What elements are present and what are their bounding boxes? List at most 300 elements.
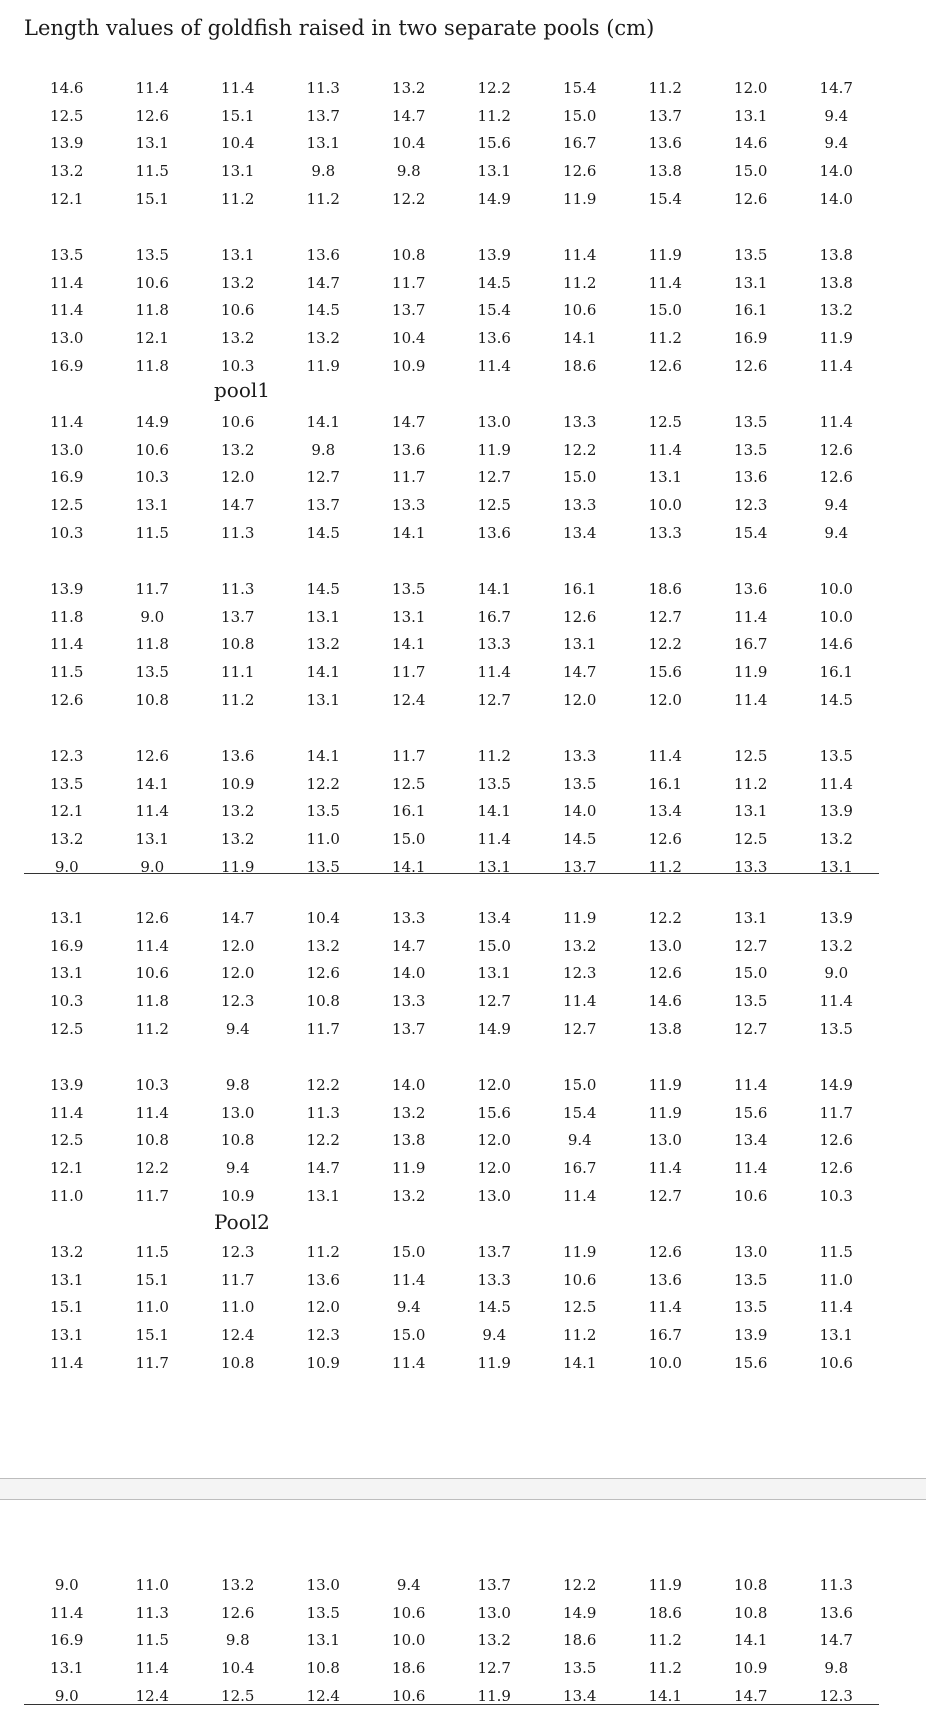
length-value-cell: 12.5 — [563, 1298, 597, 1317]
table-row — [24, 325, 879, 353]
length-value-cell: 9.0 — [54, 1576, 79, 1594]
length-value-cell: 11.2 — [648, 1631, 682, 1650]
length-value-cell: 11.9 — [221, 857, 255, 876]
length-value-cell: 10.8 — [734, 1603, 768, 1622]
length-value-cell: 13.1 — [477, 162, 511, 181]
length-value-cell: 15.6 — [734, 1353, 768, 1372]
length-value-cell: 14.1 — [392, 857, 426, 876]
length-value-cell: 11.9 — [563, 189, 597, 208]
length-value-cell: 14.9 — [819, 1076, 853, 1094]
length-value-cell: 13.2 — [50, 830, 84, 849]
pool1-block-5 — [24, 743, 879, 881]
length-value-cell: 11.3 — [306, 1103, 340, 1122]
length-value-cell: 12.4 — [221, 1326, 255, 1345]
length-value-cell: 13.5 — [50, 246, 84, 264]
length-value-cell: 10.3 — [221, 356, 255, 375]
length-value-cell: 13.6 — [648, 1270, 682, 1289]
length-value-cell: 16.1 — [819, 663, 853, 682]
length-value-cell: 11.4 — [50, 635, 84, 654]
table-row — [24, 687, 879, 715]
length-value-cell: 12.3 — [50, 747, 84, 765]
length-value-cell: 13.0 — [221, 1103, 255, 1122]
length-value-cell: 13.5 — [734, 413, 768, 431]
length-value-cell: 11.4 — [819, 992, 853, 1011]
length-value-cell: 14.7 — [734, 1686, 768, 1705]
length-value-cell: 11.4 — [50, 301, 84, 320]
length-value-cell: 12.3 — [221, 1243, 255, 1261]
length-value-cell: 10.9 — [734, 1659, 768, 1678]
length-value-cell: 15.0 — [648, 301, 682, 320]
length-value-cell: 13.8 — [648, 162, 682, 181]
length-value-cell: 16.7 — [648, 1326, 682, 1345]
length-value-cell: 11.4 — [50, 1603, 84, 1622]
length-value-cell: 13.7 — [648, 106, 682, 125]
length-value-cell: 11.4 — [648, 440, 682, 459]
length-value-cell: 15.0 — [563, 106, 597, 125]
length-value-cell: 14.0 — [563, 802, 597, 821]
length-value-cell: 13.1 — [306, 134, 340, 153]
length-value-cell: 9.8 — [824, 1659, 849, 1678]
length-value-cell: 11.9 — [648, 1576, 682, 1594]
length-value-cell: 15.1 — [135, 1270, 169, 1289]
length-value-cell: 13.6 — [734, 468, 768, 487]
length-value-cell: 13.3 — [563, 747, 597, 765]
length-value-cell: 11.4 — [50, 1353, 84, 1372]
length-value-cell: 10.8 — [221, 635, 255, 654]
length-value-cell: 14.7 — [306, 1159, 340, 1178]
table-row — [24, 1100, 879, 1128]
length-value-cell: 11.4 — [135, 1103, 169, 1122]
length-value-cell: 9.4 — [824, 134, 849, 153]
length-value-cell: 13.5 — [135, 663, 169, 682]
length-value-cell: 11.4 — [50, 273, 84, 292]
length-value-cell: 15.0 — [392, 830, 426, 849]
pool1-block-3 — [24, 409, 879, 547]
length-value-cell: 11.4 — [135, 802, 169, 821]
length-value-cell: 13.5 — [306, 1603, 340, 1622]
length-value-cell: 13.1 — [50, 964, 84, 983]
length-value-cell: 10.3 — [50, 523, 84, 542]
table-row — [24, 1655, 879, 1683]
length-value-cell: 13.3 — [563, 413, 597, 431]
length-value-cell: 14.1 — [306, 747, 340, 765]
length-value-cell: 15.0 — [734, 964, 768, 983]
table-row — [24, 826, 879, 854]
length-value-cell: 14.1 — [392, 523, 426, 542]
length-value-cell: 13.1 — [306, 1186, 340, 1205]
length-value-cell: 16.7 — [563, 1159, 597, 1178]
table-row — [24, 988, 879, 1016]
table-row — [24, 270, 879, 298]
length-value-cell: 13.1 — [306, 1631, 340, 1650]
length-value-cell: 14.7 — [392, 106, 426, 125]
pool2-label: Pool2 — [214, 1210, 270, 1234]
length-value-cell: 11.9 — [477, 440, 511, 459]
length-value-cell: 12.0 — [477, 1076, 511, 1094]
table-row — [24, 1155, 879, 1183]
length-value-cell: 12.6 — [50, 690, 84, 709]
length-value-cell: 11.7 — [392, 273, 426, 292]
length-value-cell: 14.5 — [819, 690, 853, 709]
length-value-cell: 9.8 — [225, 1631, 250, 1650]
length-value-cell: 13.2 — [221, 273, 255, 292]
length-value-cell: 14.9 — [563, 1603, 597, 1622]
length-value-cell: 13.2 — [221, 440, 255, 459]
table-row — [24, 1183, 879, 1211]
length-value-cell: 14.1 — [563, 329, 597, 348]
length-value-cell: 10.4 — [221, 134, 255, 153]
length-value-cell: 11.9 — [477, 1686, 511, 1705]
length-value-cell: 12.6 — [819, 1131, 853, 1150]
length-value-cell: 12.2 — [563, 440, 597, 459]
length-value-cell: 11.4 — [563, 246, 597, 264]
length-value-cell: 14.7 — [563, 663, 597, 682]
length-value-cell: 10.8 — [221, 1131, 255, 1150]
length-value-cell: 11.5 — [819, 1243, 853, 1261]
length-value-cell: 12.6 — [648, 356, 682, 375]
length-value-cell: 13.5 — [477, 774, 511, 793]
length-value-cell: 10.4 — [392, 329, 426, 348]
length-value-cell: 12.5 — [734, 747, 768, 765]
length-value-cell: 13.2 — [50, 1243, 84, 1261]
length-value-cell: 13.1 — [734, 273, 768, 292]
length-value-cell: 13.5 — [734, 246, 768, 264]
length-value-cell: 11.4 — [648, 747, 682, 765]
length-value-cell: 13.6 — [477, 523, 511, 542]
length-value-cell: 13.2 — [221, 830, 255, 849]
length-value-cell: 16.9 — [50, 468, 84, 487]
length-value-cell: 9.4 — [396, 1298, 421, 1317]
page-title: Length values of goldfish raised in two separate pools (cm) — [24, 16, 655, 40]
table-row — [24, 631, 879, 659]
length-value-cell: 9.8 — [225, 1076, 250, 1094]
table-row — [24, 409, 879, 437]
length-value-cell: 12.6 — [734, 356, 768, 375]
pool2-block-3 — [24, 1239, 879, 1377]
length-value-cell: 12.3 — [563, 964, 597, 983]
length-value-cell: 11.2 — [648, 857, 682, 876]
length-value-cell: 14.1 — [477, 580, 511, 598]
length-value-cell: 9.4 — [482, 1326, 507, 1345]
length-value-cell: 13.6 — [648, 134, 682, 153]
length-value-cell: 11.9 — [734, 663, 768, 682]
length-value-cell: 13.2 — [477, 1631, 511, 1650]
length-value-cell: 16.9 — [734, 329, 768, 348]
length-value-cell: 14.6 — [50, 79, 84, 97]
length-value-cell: 12.5 — [50, 106, 84, 125]
length-value-cell: 13.1 — [50, 1326, 84, 1345]
length-value-cell: 14.5 — [306, 580, 340, 598]
length-value-cell: 16.9 — [50, 1631, 84, 1650]
length-value-cell: 13.3 — [477, 635, 511, 654]
length-value-cell: 10.4 — [221, 1659, 255, 1678]
length-value-cell: 10.6 — [221, 413, 255, 431]
table-row — [24, 1016, 879, 1044]
table-row — [24, 854, 879, 882]
length-value-cell: 13.1 — [392, 607, 426, 626]
length-value-cell: 12.0 — [306, 1298, 340, 1317]
length-value-cell: 14.5 — [306, 301, 340, 320]
table-row — [24, 1350, 879, 1378]
length-value-cell: 16.9 — [50, 356, 84, 375]
table-row — [24, 1072, 879, 1100]
length-value-cell: 13.6 — [221, 747, 255, 765]
length-value-cell: 13.3 — [392, 992, 426, 1011]
length-value-cell: 9.8 — [311, 162, 336, 181]
table-row — [24, 492, 879, 520]
length-value-cell: 14.5 — [563, 830, 597, 849]
length-value-cell: 9.4 — [824, 106, 849, 125]
length-value-cell: 11.4 — [819, 774, 853, 793]
length-value-cell: 11.3 — [221, 523, 255, 542]
length-value-cell: 18.6 — [563, 1631, 597, 1650]
length-value-cell: 13.0 — [50, 440, 84, 459]
length-value-cell: 15.4 — [563, 1103, 597, 1122]
length-value-cell: 12.5 — [477, 496, 511, 515]
length-value-cell: 13.5 — [819, 1019, 853, 1038]
length-value-cell: 13.8 — [819, 273, 853, 292]
length-value-cell: 11.2 — [563, 1326, 597, 1345]
length-value-cell: 12.2 — [306, 1131, 340, 1150]
length-value-cell: 18.6 — [563, 356, 597, 375]
length-value-cell: 14.1 — [648, 1686, 682, 1705]
length-value-cell: 11.7 — [392, 747, 426, 765]
length-value-cell: 14.5 — [477, 273, 511, 292]
table-row — [24, 464, 879, 492]
length-value-cell: 11.2 — [306, 1243, 340, 1261]
length-value-cell: 13.1 — [734, 909, 768, 927]
length-value-cell: 9.4 — [824, 496, 849, 515]
table-row — [24, 1683, 879, 1711]
length-value-cell: 13.7 — [306, 496, 340, 515]
pool1-block-1 — [24, 75, 879, 213]
length-value-cell: 13.7 — [392, 301, 426, 320]
length-value-cell: 13.5 — [306, 802, 340, 821]
length-value-cell: 13.3 — [392, 909, 426, 927]
length-value-cell: 14.1 — [392, 635, 426, 654]
length-value-cell: 14.1 — [135, 774, 169, 793]
length-value-cell: 11.4 — [221, 79, 255, 97]
length-value-cell: 9.4 — [225, 1159, 250, 1178]
table-row — [24, 186, 879, 214]
length-value-cell: 13.0 — [734, 1243, 768, 1261]
length-value-cell: 14.9 — [135, 413, 169, 431]
length-value-cell: 12.6 — [819, 440, 853, 459]
length-value-cell: 13.9 — [50, 580, 84, 598]
length-value-cell: 12.6 — [648, 1243, 682, 1261]
length-value-cell: 11.2 — [221, 189, 255, 208]
length-value-cell: 11.4 — [392, 1353, 426, 1372]
length-value-cell: 9.0 — [54, 857, 79, 876]
length-value-cell: 12.0 — [221, 964, 255, 983]
length-value-cell: 11.4 — [819, 413, 853, 431]
length-value-cell: 18.6 — [648, 580, 682, 598]
length-value-cell: 11.7 — [135, 580, 169, 598]
length-value-cell: 11.4 — [563, 1186, 597, 1205]
length-value-cell: 11.9 — [563, 909, 597, 927]
length-value-cell: 10.6 — [221, 301, 255, 320]
length-value-cell: 10.8 — [135, 1131, 169, 1150]
length-value-cell: 9.4 — [824, 523, 849, 542]
length-value-cell: 15.1 — [135, 1326, 169, 1345]
length-value-cell: 13.1 — [306, 607, 340, 626]
length-value-cell: 10.4 — [306, 909, 340, 927]
table-row — [24, 1239, 879, 1267]
pool2-block-2 — [24, 1072, 879, 1210]
length-value-cell: 11.3 — [306, 79, 340, 97]
length-value-cell: 13.3 — [734, 857, 768, 876]
length-value-cell: 9.4 — [567, 1131, 592, 1150]
length-value-cell: 12.5 — [50, 496, 84, 515]
length-value-cell: 9.0 — [140, 857, 165, 876]
table-row — [24, 103, 879, 131]
table-row — [24, 1322, 879, 1350]
length-value-cell: 13.1 — [306, 690, 340, 709]
length-value-cell: 9.0 — [54, 1686, 79, 1705]
length-value-cell: 10.8 — [734, 1576, 768, 1594]
length-value-cell: 13.2 — [392, 1186, 426, 1205]
length-value-cell: 12.5 — [50, 1019, 84, 1038]
length-value-cell: 13.5 — [306, 857, 340, 876]
length-value-cell: 11.7 — [392, 663, 426, 682]
length-value-cell: 12.5 — [221, 1686, 255, 1705]
length-value-cell: 12.0 — [734, 79, 768, 97]
table-row — [24, 933, 879, 961]
length-value-cell: 14.0 — [392, 964, 426, 983]
length-value-cell: 13.5 — [734, 992, 768, 1011]
length-value-cell: 13.1 — [221, 162, 255, 181]
length-value-cell: 12.3 — [819, 1686, 853, 1705]
length-value-cell: 13.3 — [648, 523, 682, 542]
length-value-cell: 12.7 — [648, 1186, 682, 1205]
length-value-cell: 13.0 — [306, 1576, 340, 1594]
length-value-cell: 11.9 — [648, 1076, 682, 1094]
length-value-cell: 12.6 — [819, 468, 853, 487]
length-value-cell: 14.7 — [221, 909, 255, 927]
length-value-cell: 11.4 — [734, 1076, 768, 1094]
table-row — [24, 242, 879, 270]
length-value-cell: 13.7 — [563, 857, 597, 876]
length-value-cell: 11.7 — [135, 1353, 169, 1372]
length-value-cell: 13.1 — [221, 246, 255, 264]
length-value-cell: 13.4 — [648, 802, 682, 821]
length-value-cell: 13.2 — [50, 162, 84, 181]
length-value-cell: 12.6 — [563, 607, 597, 626]
length-value-cell: 13.0 — [648, 1131, 682, 1150]
length-value-cell: 11.2 — [477, 747, 511, 765]
length-value-cell: 13.0 — [648, 936, 682, 955]
length-value-cell: 13.7 — [392, 1019, 426, 1038]
length-value-cell: 10.6 — [392, 1603, 426, 1622]
length-value-cell: 13.2 — [392, 79, 426, 97]
length-value-cell: 12.6 — [135, 747, 169, 765]
table-row — [24, 353, 879, 381]
length-value-cell: 12.6 — [734, 189, 768, 208]
length-value-cell: 16.1 — [648, 774, 682, 793]
length-value-cell: 11.4 — [135, 1659, 169, 1678]
length-value-cell: 16.7 — [563, 134, 597, 153]
length-value-cell: 12.2 — [648, 909, 682, 927]
length-value-cell: 13.1 — [50, 1270, 84, 1289]
length-value-cell: 10.9 — [221, 774, 255, 793]
length-value-cell: 14.9 — [477, 1019, 511, 1038]
length-value-cell: 11.5 — [135, 1243, 169, 1261]
table-row — [24, 905, 879, 933]
length-value-cell: 13.4 — [563, 523, 597, 542]
length-value-cell: 13.1 — [819, 1326, 853, 1345]
length-value-cell: 14.1 — [306, 413, 340, 431]
length-value-cell: 11.7 — [135, 1186, 169, 1205]
length-value-cell: 11.2 — [734, 774, 768, 793]
length-value-cell: 14.1 — [477, 802, 511, 821]
length-value-cell: 12.5 — [50, 1131, 84, 1150]
length-value-cell: 14.1 — [306, 663, 340, 682]
length-value-cell: 12.0 — [477, 1131, 511, 1150]
length-value-cell: 15.6 — [477, 134, 511, 153]
length-value-cell: 11.3 — [221, 580, 255, 598]
length-value-cell: 12.5 — [648, 413, 682, 431]
length-value-cell: 11.0 — [135, 1298, 169, 1317]
length-value-cell: 13.6 — [306, 1270, 340, 1289]
length-value-cell: 15.6 — [648, 663, 682, 682]
length-value-cell: 12.6 — [306, 964, 340, 983]
length-value-cell: 13.5 — [734, 1270, 768, 1289]
length-value-cell: 12.0 — [221, 468, 255, 487]
length-value-cell: 13.8 — [819, 246, 853, 264]
length-value-cell: 11.4 — [819, 1298, 853, 1317]
length-value-cell: 12.7 — [734, 936, 768, 955]
length-value-cell: 12.3 — [306, 1326, 340, 1345]
length-value-cell: 11.9 — [306, 356, 340, 375]
page-break-divider — [0, 1478, 926, 1500]
table-row — [24, 130, 879, 158]
length-value-cell: 13.0 — [477, 1186, 511, 1205]
length-value-cell: 13.1 — [50, 1659, 84, 1678]
length-value-cell: 13.1 — [734, 802, 768, 821]
length-value-cell: 11.9 — [392, 1159, 426, 1178]
length-value-cell: 10.6 — [819, 1353, 853, 1372]
pool2-block-1 — [24, 905, 879, 1043]
length-value-cell: 12.7 — [477, 992, 511, 1011]
length-value-cell: 16.1 — [392, 802, 426, 821]
length-value-cell: 13.2 — [563, 936, 597, 955]
length-value-cell: 14.1 — [563, 1353, 597, 1372]
length-value-cell: 14.6 — [819, 635, 853, 654]
length-value-cell: 13.0 — [477, 413, 511, 431]
length-value-cell: 10.6 — [135, 273, 169, 292]
table-row — [24, 75, 879, 103]
table-row — [24, 576, 879, 604]
length-value-cell: 13.1 — [477, 964, 511, 983]
pool-separator-rule — [24, 873, 879, 874]
length-value-cell: 12.5 — [392, 774, 426, 793]
length-value-cell: 11.8 — [135, 635, 169, 654]
length-value-cell: 11.2 — [648, 329, 682, 348]
length-value-cell: 11.4 — [50, 413, 84, 431]
length-value-cell: 13.2 — [306, 635, 340, 654]
length-value-cell: 14.1 — [734, 1631, 768, 1650]
length-value-cell: 11.9 — [819, 329, 853, 348]
length-value-cell: 13.2 — [221, 1576, 255, 1594]
length-value-cell: 11.5 — [50, 663, 84, 682]
length-value-cell: 11.4 — [135, 936, 169, 955]
length-value-cell: 16.7 — [477, 607, 511, 626]
length-value-cell: 13.8 — [392, 1131, 426, 1150]
table-row — [24, 743, 879, 771]
length-value-cell: 11.2 — [477, 106, 511, 125]
length-value-cell: 10.6 — [563, 301, 597, 320]
length-value-cell: 12.7 — [306, 468, 340, 487]
